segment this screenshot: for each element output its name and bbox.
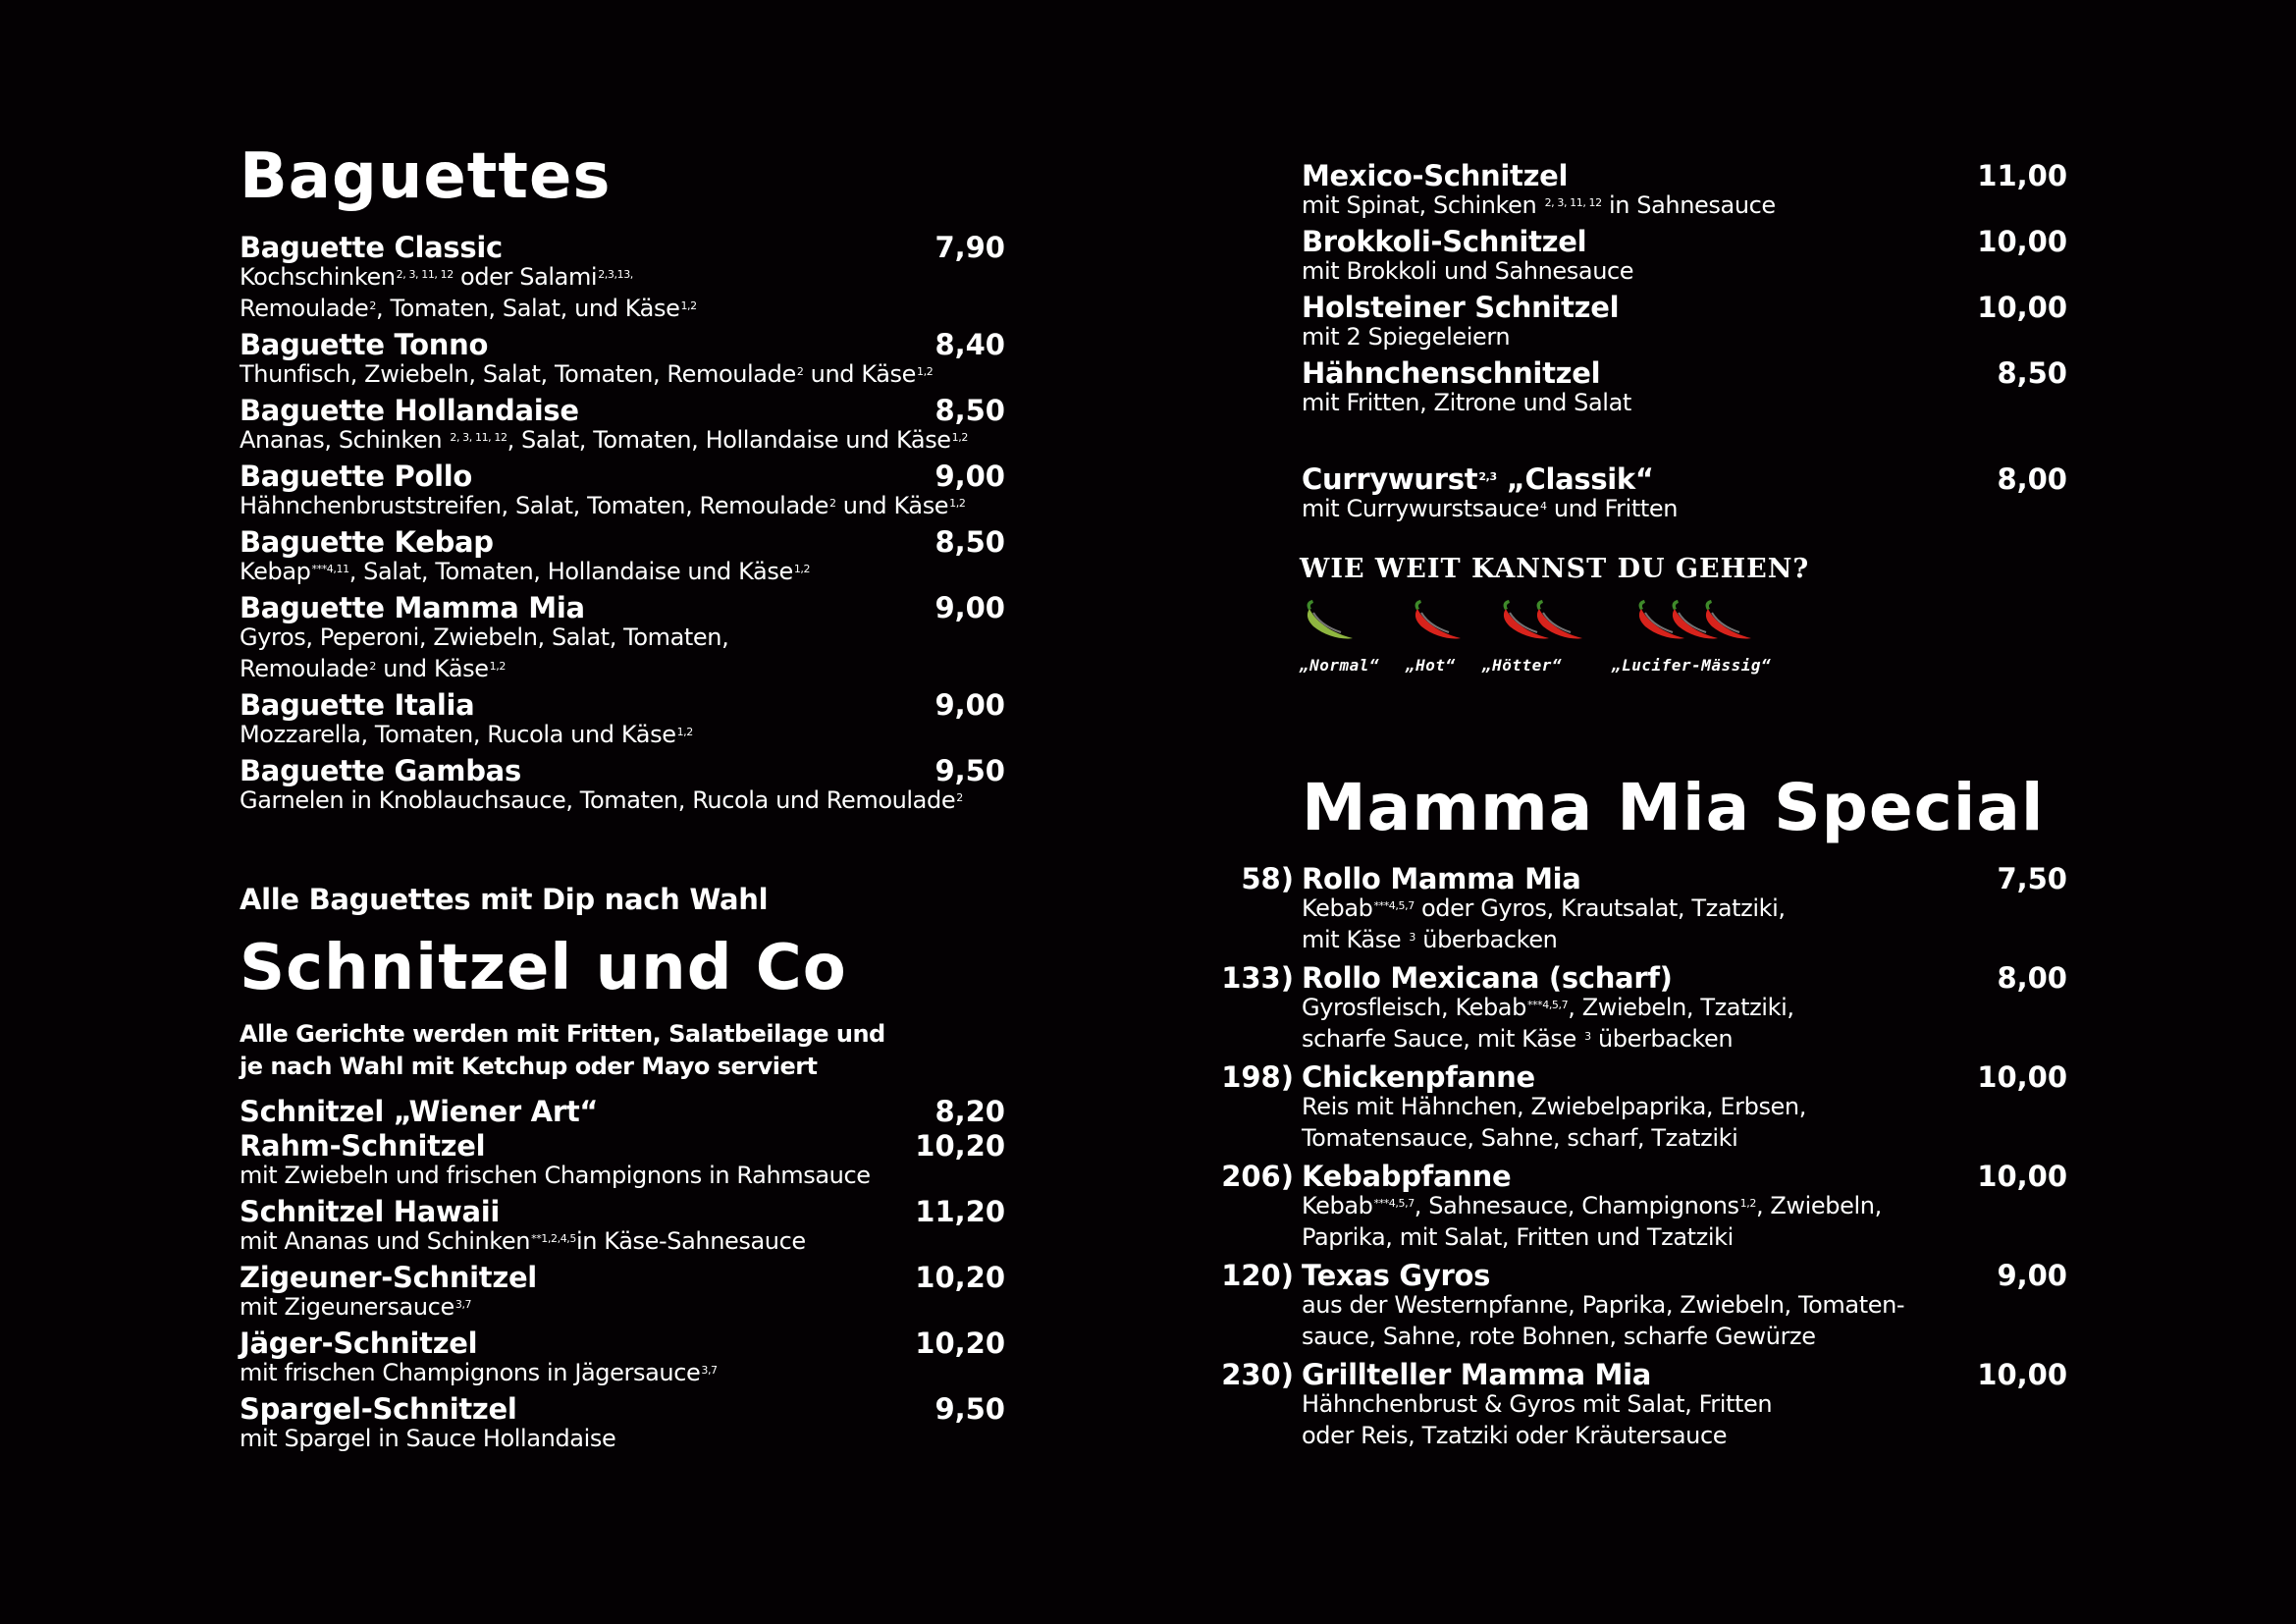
menu-item — [1241, 861, 2067, 955]
description-text: und Käse — [803, 360, 917, 388]
description-text: , Zwiebeln, Tzatziki, — [1568, 994, 1794, 1021]
item-description-line — [240, 653, 1005, 684]
item-description — [1302, 992, 2067, 1055]
item-description-line — [240, 556, 1005, 587]
item-name: Schnitzel Hawaii — [240, 1195, 501, 1228]
menu-item — [240, 753, 1005, 816]
description-text: mit Zigeunersauce — [240, 1293, 454, 1321]
allergen-code: ***4,5,7 — [1526, 999, 1569, 1011]
item-name: Baguette Gambas — [240, 754, 521, 787]
item-description — [240, 622, 1005, 684]
description-text: mit Brokkoli und Sahnesauce — [1302, 257, 1634, 285]
baguettes-note: Alle Baguettes mit Dip nach Wahl — [240, 883, 769, 916]
item-description — [240, 1291, 1005, 1323]
item-description-line — [1302, 1023, 2067, 1055]
item-description-line — [1302, 255, 2067, 287]
item-description — [1302, 893, 2067, 955]
allergen-code: 1,2 — [917, 365, 934, 378]
description-text: , Zwiebeln, — [1755, 1192, 1882, 1219]
allergen-code: 1,2 — [489, 660, 506, 673]
item-description-line — [240, 293, 1005, 324]
description-text: , Sahnesauce, Champignons — [1414, 1192, 1739, 1219]
item-name: Baguette Tonno — [240, 328, 489, 361]
item-description-line — [240, 1357, 1005, 1388]
description-text: oder Reis, Tzatziki oder Kräutersauce — [1302, 1422, 1728, 1449]
item-number: 230) — [1221, 1358, 1294, 1391]
item-description-line — [1302, 1190, 2067, 1221]
description-text: überbacken — [1415, 926, 1558, 953]
item-price: 10,00 — [1977, 1160, 2067, 1193]
description-text: Kebab — [1302, 894, 1373, 922]
allergen-code: 1,2 — [951, 431, 968, 444]
item-price: 7,50 — [1997, 862, 2067, 895]
description-text: mit Spinat, Schinken — [1302, 191, 1544, 219]
item-description — [1302, 1388, 2067, 1451]
allergen-code: **1,2,4,5 — [531, 1232, 576, 1245]
item-price: 8,50 — [934, 525, 1005, 559]
item-name: Baguette Kebap — [240, 525, 494, 559]
item-description — [240, 424, 1005, 456]
description-text: in Käse-Sahnesauce — [576, 1227, 806, 1255]
description-text: Kebap — [240, 558, 311, 585]
item-price: 8,00 — [1997, 961, 2067, 995]
description-text: sauce, Sahne, rote Bohnen, scharfe Gewürze — [1302, 1323, 1816, 1350]
item-price: 11,00 — [1977, 159, 2067, 192]
menu-item — [240, 1391, 1005, 1454]
allergen-code: 2 — [956, 791, 963, 804]
item-name: Rollo Mexicana (scharf) — [1302, 961, 1673, 995]
item-description-line — [240, 1160, 1005, 1191]
description-text: Garnelen in Knoblauchsauce, Tomaten, Rucola und Remoulade — [240, 786, 956, 814]
menu-item — [240, 393, 1005, 456]
chili-pepper-icon — [1408, 599, 1465, 644]
item-description — [1302, 387, 2067, 418]
menu-item — [240, 1094, 1005, 1129]
item-description-line — [240, 1291, 1005, 1323]
heat-level-label: „Normal“ — [1300, 656, 1380, 675]
item-description — [240, 785, 1005, 816]
allergen-code: 2,3,13, — [598, 268, 633, 281]
description-text: Gyrosfleisch, Kebab — [1302, 994, 1526, 1021]
schnitzel-intro-line: je nach Wahl mit Ketchup oder Mayo serviert — [240, 1053, 818, 1080]
item-price: 10,20 — [915, 1261, 1005, 1294]
item-description-line — [1302, 321, 2067, 352]
allergen-code: 3,7 — [701, 1364, 718, 1377]
item-name: Baguette Classic — [240, 231, 503, 264]
item-price: 8,20 — [934, 1095, 1005, 1128]
item-number: 198) — [1221, 1060, 1294, 1094]
schnitzel-intro — [240, 1018, 885, 1083]
menu-item — [1221, 1159, 2067, 1253]
currywurst-desc — [1302, 493, 2067, 524]
description-text: mit 2 Spiegeleiern — [1302, 323, 1511, 351]
item-name: Rollo Mamma Mia — [1302, 862, 1581, 895]
schnitzel-intro-line: Alle Gerichte werden mit Fritten, Salatbeilage und — [240, 1020, 885, 1048]
heat-level-label: „Hötter“ — [1482, 656, 1563, 675]
description-text: Tomatensauce, Sahne, scharf, Tzatziki — [1302, 1124, 1738, 1152]
currywurst-item — [1302, 461, 2067, 524]
baguettes-title: Baguettes — [240, 140, 612, 213]
description-text: mit Spargel in Sauce Hollandaise — [240, 1425, 616, 1452]
description-text: mit frischen Champignons in Jägersauce — [240, 1359, 701, 1386]
item-name: Jäger-Schnitzel — [240, 1326, 478, 1360]
menu-item — [240, 590, 1005, 684]
allergen-code: 1,2 — [949, 497, 966, 510]
item-name: Brokkoli-Schnitzel — [1302, 225, 1587, 258]
description-text: Thunfisch, Zwiebeln, Salat, Tomaten, Remoulade — [240, 360, 796, 388]
menu-item — [1221, 1357, 2067, 1451]
allergen-code: 4 — [1539, 500, 1547, 513]
menu-item — [1302, 158, 2067, 221]
item-name: Mexico-Schnitzel — [1302, 159, 1569, 192]
allergen-code: 1,2 — [1739, 1197, 1756, 1210]
currywurst-price: 8,00 — [1997, 462, 2067, 496]
description-text: Kochschinken — [240, 263, 396, 291]
menu-item — [240, 327, 1005, 390]
allergen-code: 1,2 — [676, 726, 693, 738]
item-name: Kebabpfanne — [1302, 1160, 1512, 1193]
item-description-line — [1302, 924, 2067, 955]
item-price: 10,20 — [915, 1129, 1005, 1163]
item-description-line — [240, 261, 1005, 293]
item-description — [1302, 1091, 2067, 1154]
item-description-line — [1302, 893, 2067, 924]
item-number: 120) — [1221, 1259, 1294, 1292]
item-description — [240, 261, 1005, 324]
item-price: 10,00 — [1977, 1060, 2067, 1094]
description-text: aus der Westernpfanne, Paprika, Zwiebeln, Tomaten- — [1302, 1291, 1905, 1319]
item-description-line — [1302, 1122, 2067, 1154]
item-price: 10,00 — [1977, 291, 2067, 324]
description-text: Gyros, Peperoni, Zwiebeln, Salat, Tomaten, — [240, 623, 729, 651]
currywurst-allergen: 2,3 — [1478, 470, 1497, 483]
item-name: Holsteiner Schnitzel — [1302, 291, 1620, 324]
description-text: Hähnchenbrust & Gyros mit Salat, Fritten — [1302, 1390, 1773, 1418]
item-price: 8,50 — [1997, 356, 2067, 390]
item-description-line — [1302, 1221, 2067, 1253]
menu-item — [1221, 1258, 2067, 1352]
item-price: 9,00 — [1997, 1259, 2067, 1292]
special-list — [1221, 861, 2067, 1451]
item-name: Zigeuner-Schnitzel — [240, 1261, 537, 1294]
description-text: mit Zwiebeln und frischen Champignons in Rahmsauce — [240, 1162, 871, 1189]
description-text: Remoulade — [240, 655, 369, 682]
item-price: 9,00 — [934, 688, 1005, 722]
description-text: Paprika, mit Salat, Fritten und Tzatziki — [1302, 1223, 1734, 1251]
item-name: Chickenpfanne — [1302, 1060, 1535, 1094]
currywurst-name: Currywurst — [1302, 462, 1478, 496]
menu-item — [240, 1260, 1005, 1323]
menu-item — [240, 524, 1005, 587]
description-text: mit Ananas und Schinken — [240, 1227, 531, 1255]
item-description-line — [240, 490, 1005, 521]
item-price: 9,50 — [934, 1392, 1005, 1426]
item-description — [240, 358, 1005, 390]
item-description-line — [240, 424, 1005, 456]
item-name: Baguette Italia — [240, 688, 475, 722]
item-price: 10,00 — [1977, 225, 2067, 258]
heat-level-label: „Hot“ — [1406, 656, 1456, 675]
item-description-line — [1302, 1321, 2067, 1352]
item-description — [240, 490, 1005, 521]
item-description-line — [240, 622, 1005, 653]
description-text: und Fritten — [1546, 495, 1679, 522]
item-name: Texas Gyros — [1302, 1259, 1491, 1292]
description-text: Reis mit Hähnchen, Zwiebelpaprika, Erbsen, — [1302, 1093, 1806, 1120]
item-description-line — [1302, 189, 2067, 221]
allergen-code: 3,7 — [454, 1298, 472, 1311]
menu-item — [1221, 960, 2067, 1055]
description-text: oder Gyros, Krautsalat, Tzatziki, — [1414, 894, 1786, 922]
item-price: 9,50 — [934, 754, 1005, 787]
item-price: 10,00 — [1977, 1358, 2067, 1391]
description-text: und Käse — [376, 655, 489, 682]
item-number: 58) — [1241, 862, 1294, 895]
allergen-code: ***4,5,7 — [1373, 1197, 1415, 1210]
description-text: Mozzarella, Tomaten, Rucola und Käse — [240, 721, 676, 748]
item-description — [240, 719, 1005, 750]
allergen-code: 2, 3, 11, 12 — [1544, 196, 1602, 209]
item-description-line — [240, 1423, 1005, 1454]
item-description — [240, 1357, 1005, 1388]
menu-item — [1302, 290, 2067, 352]
allergen-code: ***4,11 — [311, 563, 349, 575]
description-text: mit Fritten, Zitrone und Salat — [1302, 389, 1631, 416]
item-price: 8,40 — [934, 328, 1005, 361]
item-description-line — [1302, 1091, 2067, 1122]
menu-item — [240, 230, 1005, 324]
item-price: 11,20 — [915, 1195, 1005, 1228]
allergen-code: 3 — [1409, 931, 1416, 944]
description-text: Kebab — [1302, 1192, 1373, 1219]
menu-item — [240, 1326, 1005, 1388]
schnitzel-more-list — [1302, 158, 2067, 418]
menu-item — [1221, 1059, 2067, 1154]
item-price: 10,20 — [915, 1326, 1005, 1360]
item-description — [240, 1423, 1005, 1454]
menu-item — [1302, 355, 2067, 418]
schnitzel-list — [240, 1094, 1005, 1454]
description-text: mit Currywurstsauce — [1302, 495, 1539, 522]
allergen-code: ***4,5,7 — [1373, 899, 1415, 912]
description-text: , Salat, Tomaten, Hollandaise und Käse — [348, 558, 793, 585]
heat-scale-title: WIE WEIT KANNST DU GEHEN? — [1300, 554, 1810, 584]
item-price: 9,00 — [934, 591, 1005, 624]
chili-pepper-icon — [1529, 599, 1586, 644]
item-name: Spargel-Schnitzel — [240, 1392, 517, 1426]
item-name: Rahm-Schnitzel — [240, 1129, 486, 1163]
description-text: , Tomaten, Salat, und Käse — [376, 295, 680, 322]
description-text: in Sahnesauce — [1601, 191, 1776, 219]
item-description — [1302, 1289, 2067, 1352]
item-description — [240, 1160, 1005, 1191]
item-description — [1302, 255, 2067, 287]
allergen-code: 1,2 — [680, 299, 697, 312]
item-description — [1302, 189, 2067, 221]
item-price: 8,50 — [934, 394, 1005, 427]
item-number: 133) — [1221, 961, 1294, 995]
schnitzel-title: Schnitzel und Co — [240, 932, 847, 1004]
description-text: überbacken — [1590, 1025, 1734, 1053]
allergen-code: 2, 3, 11, 12 — [450, 431, 507, 444]
description-text: Hähnchenbruststreifen, Salat, Tomaten, Remoulade — [240, 492, 828, 519]
baguette-list — [240, 230, 1005, 816]
item-description-line — [1302, 387, 2067, 418]
menu-item — [240, 687, 1005, 750]
item-price: 9,00 — [934, 460, 1005, 493]
currywurst-name-suffix: „Classik“ — [1496, 462, 1654, 496]
item-description-line — [240, 358, 1005, 390]
item-name: Baguette Hollandaise — [240, 394, 579, 427]
heat-scale — [1300, 599, 1790, 677]
item-description — [1302, 1190, 2067, 1253]
item-description-line — [1302, 992, 2067, 1023]
description-text: Ananas, Schinken — [240, 426, 450, 454]
special-title: Mamma Mia Special — [1302, 770, 2045, 845]
menu-item — [240, 1194, 1005, 1257]
chili-pepper-icon — [1698, 599, 1755, 644]
allergen-code: 2 — [369, 299, 377, 312]
item-price: 7,90 — [934, 231, 1005, 264]
menu-item — [240, 1128, 1005, 1191]
allergen-code: 2, 3, 11, 12 — [396, 268, 454, 281]
description-text: und Käse — [835, 492, 949, 519]
description-text: Remoulade — [240, 295, 369, 322]
item-description-line — [1302, 493, 2067, 524]
heat-level-label: „Lucifer-Mässig“ — [1612, 656, 1772, 675]
description-text: scharfe Sauce, mit Käse — [1302, 1025, 1584, 1053]
item-description — [240, 1225, 1005, 1257]
description-text: mit Käse — [1302, 926, 1409, 953]
item-name: Baguette Mamma Mia — [240, 591, 585, 624]
menu-item — [240, 459, 1005, 521]
item-description — [240, 556, 1005, 587]
item-description-line — [240, 785, 1005, 816]
chili-pepper-icon — [1300, 599, 1357, 644]
item-description-line — [1302, 1388, 2067, 1420]
item-description-line — [240, 719, 1005, 750]
item-description-line — [240, 1225, 1005, 1257]
item-description — [1302, 321, 2067, 352]
allergen-code: 2 — [828, 497, 836, 510]
item-description-line — [1302, 1420, 2067, 1451]
allergen-code: 2 — [796, 365, 804, 378]
item-name: Grillteller Mamma Mia — [1302, 1358, 1652, 1391]
description-text: oder Salami — [453, 263, 598, 291]
item-name: Schnitzel „Wiener Art“ — [240, 1095, 599, 1128]
allergen-code: 3 — [1584, 1030, 1591, 1043]
menu-item — [1302, 224, 2067, 287]
allergen-code: 1,2 — [793, 563, 811, 575]
description-text: , Salat, Tomaten, Hollandaise und Käse — [507, 426, 951, 454]
item-name: Baguette Pollo — [240, 460, 473, 493]
item-name: Hähnchenschnitzel — [1302, 356, 1601, 390]
item-description-line — [1302, 1289, 2067, 1321]
allergen-code: 2 — [369, 660, 377, 673]
item-number: 206) — [1221, 1160, 1294, 1193]
